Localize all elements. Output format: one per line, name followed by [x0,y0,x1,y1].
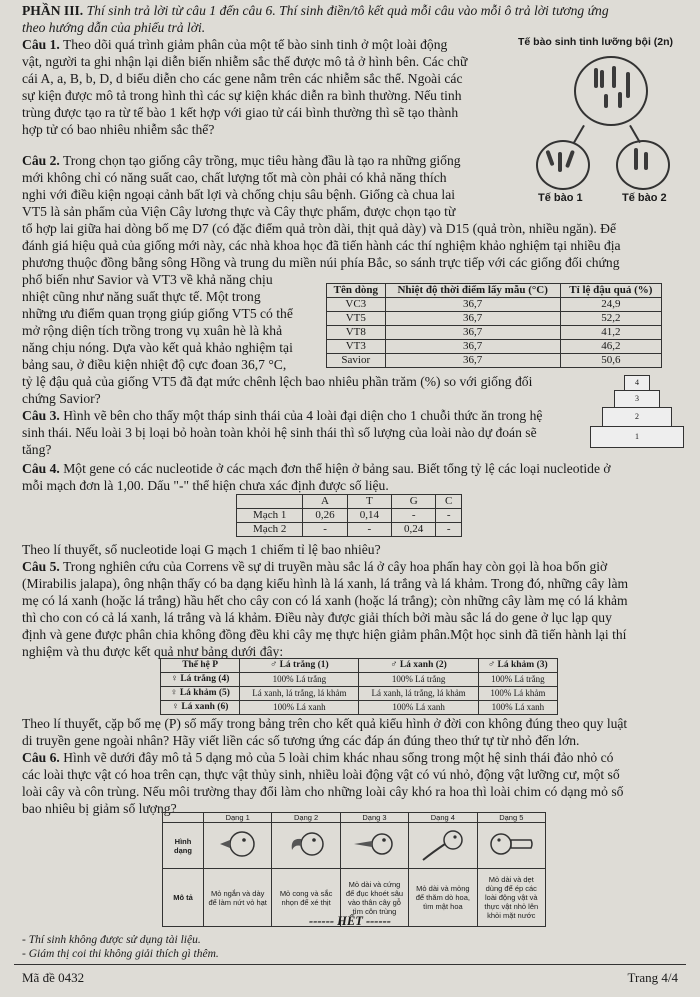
cell-1 [536,140,590,190]
cell-2 [616,140,670,190]
q5-line-7: Theo lí thuyết, cặp bố mẹ (P) số mấy trong bảng trên cho kết quả kiểu hình ở đời con không đúng theo quy luật [22,716,628,731]
q5-line-6: nghiệm và thu được kết quả như bảng dưới đây: [22,644,284,659]
tomato-header-rate: Tỉ lệ đậu quả (%) [560,284,661,298]
q5-text: Trong nghiên cứu của Correns về sự di truyền màu sắc lá ở cây hoa phấn hay còn gọi là hoa bốn giờ [62,559,608,574]
q2-line-9: nhiệt cũng như năng suất thực tế. Một trong [22,289,261,304]
table-row: ♀ Lá xanh (6) 100% Lá xanh 100% Lá xanh 100% Lá xanh [161,701,558,715]
q2-line-7: phương thuộc đồng bằng sông Hồng và trung du miền núi phía Bắc, so sánh trực tiếp với các giống đối chứng [22,255,620,270]
table-row: VT8 36,7 41,2 [327,326,662,340]
q1-line-3: cái A, a, B, b, D, d biểu diễn cho các gene nằm trên các nhiễm sắc thể. Ngoài các [22,71,463,86]
q1-line-5: trùng được tạo ra từ tế bào 1 kết hợp với giao tử cái bình thường thì sẽ tạo thành [22,105,459,120]
pyramid-level-4: 4 [624,375,650,391]
q2-line-13: bảng sau, ở điều kiện nhiệt độ cực đoan 36,7 °C, [22,357,287,372]
beak-desc-label: Mô tả [163,869,204,927]
q2-line-14: tỷ lệ đậu quả của giống VT5 đã đạt mức chênh lệch bao nhiêu phần trăm (%) so với giống đối [22,374,533,389]
q6-number: Câu 6. [22,750,60,765]
q5-line-4: thì cho con có cả lá xanh, lá trắng và lá khảm. Điều này được giải thích bởi màu sắc lá do gene ở lục lạp quy [22,610,612,625]
cell-1-label: Tế bào 1 [538,192,583,204]
q2-line-3: nghi với điều kiện ngoại cảnh bất lợi và chống chịu sâu bệnh. Giống cà chua lai [22,187,456,202]
q1-number: Câu 1. [22,37,60,52]
nucleotide-table: A T G C Mạch 1 0,26 0,14 - - Mạch 2 - - 0,24 - [236,494,462,537]
q6-text: Hình vẽ dưới đây mô tả 5 dạng mỏ của 5 loài chim khác nhau sống trong một hệ sinh thái đảo nhỏ có [63,750,614,765]
q5-line-3: mẹ có lá xanh (hoặc lá trắng) hầu hết cho cây con có lá xanh (hoặc lá trắng); còn những cây làm mẹ có lá khảm [22,593,628,608]
table-row: ♀ Lá khảm (5) Lá xanh, lá trắng, lá khảm Lá xanh, lá trắng, lá khảm 100% Lá khảm [161,687,558,701]
q2-line-12: năng chịu nóng. Dựa vào kết quả khảo nghiệm tại [22,340,293,355]
ecological-pyramid [590,375,682,449]
q3-line-2: sinh thái. Nếu loài 3 bị loại bỏ hoàn toàn khỏi hệ sinh thái thì số lượng của loài nào dự đoán sẽ [22,425,537,440]
q1-line-4: sự kiện được mô tả trong hình thì các sự kiện khác diễn ra bình thường. Nếu tinh [22,88,462,103]
beak-1-icon [204,823,272,869]
q5-line-5: định và gene được phân chia không đồng đều khi cây mẹ thực hiện giảm phân.Một học sinh đã tiến hành lại thí [22,627,627,642]
q2-line-1 [22,152,510,169]
q3-number: Câu 3. [22,408,60,423]
table-row: Savior 36,7 50,6 [327,354,662,368]
parent-cell [574,56,648,126]
q4-line-3: Theo lí thuyết, số nucleotide loại G mạch 1 chiếm tỉ lệ bao nhiêu? [22,542,381,557]
q2-line-11: mở rộng diện tích trồng trong vụ xuân hè là khả [22,323,283,338]
part-heading-line2: theo hướng dẫn của phiếu trả lời. [22,20,206,35]
q3-line-3: tăng? [22,442,52,457]
table-row: Mạch 2 - - 0,24 - [237,523,462,537]
q1-text: Theo dõi quá trình giảm phân của một tế bào sinh tinh ở một loài động [62,37,448,52]
figure-title: Tế bào sinh tinh lưỡng bội (2n) [518,36,674,48]
table-row: VT5 36,7 52,2 [327,312,662,326]
pyramid-level-2: 2 [602,407,672,427]
table-row: VT3 36,7 46,2 [327,340,662,354]
exam-code: Mã đề 0432 [22,970,85,985]
meiosis-figure [512,32,692,212]
q5-line-8: di truyền gene ngoài nhân? Hãy viết liền các số tương ứng các đáp án đúng theo thứ tự từ nhỏ đến lớn. [22,733,580,748]
q5-line-2: (Mirabilis jalapa), ông nhận thấy có ba dạng kiểu hình là lá xanh, lá trắng và lá khảm. Trong đó, những cây làm [22,576,629,591]
table-row: VC3 36,7 24,9 [327,298,662,312]
q2-line-6: đánh giá hiệu quả của giống mới này, các nhà khoa học đã tiến hành các thí nghiệm khảo nghiệm tại nhiều địa [22,238,621,253]
tomato-table [326,283,662,368]
q2-line-4: VT5 là sản phẩm của Viện Cây lương thực và Cây thực phẩm, được chọn tạo từ [22,204,456,219]
note-1: - Thí sinh không được sử dụng tài liệu. [22,934,201,946]
footer-divider [14,964,686,965]
leaf-color-table: Thế hệ P ♂ Lá trắng (1) ♂ Lá xanh (2) ♂ Lá khảm (3) ♀ Lá trắng (4) 100% Lá trắng 100% Lá trắng 100% Lá trắng ♀ Lá khảm (5) Lá xanh, lá trắng, lá khảm Lá xanh, lá trắng, lá khảm 100% Lá khảm ♀ Lá xanh (6) 100% Lá xanh 100% Lá xanh 100% Lá xanh [160,658,558,715]
q5-number: Câu 5. [22,559,60,574]
table-row: Mạch 1 0,26 0,14 - - [237,509,462,523]
beak-table: Dạng 1 Dạng 2 Dạng 3 Dạng 4 Dạng 5 Hình dạng Mô tả Mỏ ngắn và dày để làm nứt vỏ hạt Mỏ cong và sắc nhọn để xé thịt Mỏ dài và cứng để đục khoét sâu vào thân cây gỗ tìm côn trùng Mỏ dài và mỏng để thăm dò hoa, tìm mật hoa Mỏ dài và dẹt dùng để ép các loài động vật và thực vật nhỏ lên khỏi mặt nước [162,812,546,927]
q2-line-10: những ưu điểm quan trọng giúp giống VT5 có thể [22,306,293,321]
tomato-header-temp: Nhiệt độ thời điểm lấy mẫu (°C) [385,284,560,298]
q3-text: Hình vẽ bên cho thấy một tháp sinh thái của 4 loài đại diện cho 1 chuỗi thức ăn trong hệ [63,408,543,423]
q2-line-5: tổ hợp lai giữa hai dòng bố mẹ D7 (có đặc điểm quả tròn dài, thịt quả dày) và D15 (quả tròn, nhiều ngăn). Để [22,221,617,236]
pyramid-level-3: 3 [614,390,660,408]
end-marker: ------ HẾT ------ [309,914,391,928]
q4-number: Câu 4. [22,461,60,476]
q1-line-1 [22,36,510,53]
beak-shape-label: Hình dạng [163,823,204,869]
beak-3-icon [340,823,408,869]
part-heading [22,2,686,19]
tomato-header-line: Tên dòng [327,284,386,298]
q2-number: Câu 2. [22,153,60,168]
q4-line-2: mỗi mạch đơn là 1,00. Dấu "-" thể hiện chưa xác định được số liệu. [22,478,389,493]
q6-line-2: các loài thực vật có hoa trên cạn, thực vật thủy sinh, nhiều loài động vật có vú nhỏ, động vật lưỡng cư, một số [22,767,620,782]
q1-line-6: hợp tử có bao nhiêu nhiễm sắc thể? [22,122,215,137]
beak-4-icon [409,823,477,869]
page-number: Trang 4/4 [627,970,678,985]
cell-2-label: Tế bào 2 [622,192,667,204]
part-heading-text: Thí sinh trả lời từ câu 1 đến câu 6. Thí sinh điền/tô kết quả mỗi câu vào mỗi ô trả lời tương ứng [86,3,609,18]
q4-text: Một gene có các nucleotide ở các mạch đơn thể hiện ở bảng sau. Biết tổng tỷ lệ các loại nucleotide ở [63,461,611,476]
note-2: - Giám thị coi thi không giải thích gì thêm. [22,948,219,960]
q2-text: Trong chọn tạo giống cây trồng, mục tiêu hàng đầu là tạo ra những giống [62,153,461,168]
beak-2-icon [272,823,340,869]
q1-line-2: vật, người ta ghi nhận lại diễn biến nhiễm sắc thể được mô tả ở hình bên. Các chữ [22,54,468,69]
table-row: ♀ Lá trắng (4) 100% Lá trắng 100% Lá trắng 100% Lá trắng [161,673,558,687]
q3-line-1 [22,407,590,424]
q6-line-3: loài cây và côn trùng. Nếu môi trường thay đổi làm cho những loài cây khó ra hoa thì loài chim có dạng mỏ số [22,784,624,799]
beak-5-icon [477,823,545,869]
pyramid-level-1: 1 [590,426,684,448]
q6-line-1 [22,749,686,766]
q2-line-8: phổ biến như Savior và VT3 về khả năng chịu [22,272,273,287]
q2-line-2: mới không chỉ có năng suất cao, chất lượng tốt mà còn phải có khả năng thích [22,170,447,185]
q4-line-1 [22,460,686,477]
q2-line-15: chứng Savior? [22,391,101,406]
part-heading-label: PHẦN III. [22,3,84,18]
q5-line-1 [22,558,686,575]
q6-line-4: bao nhiêu bị giảm số lượng? [22,801,177,816]
